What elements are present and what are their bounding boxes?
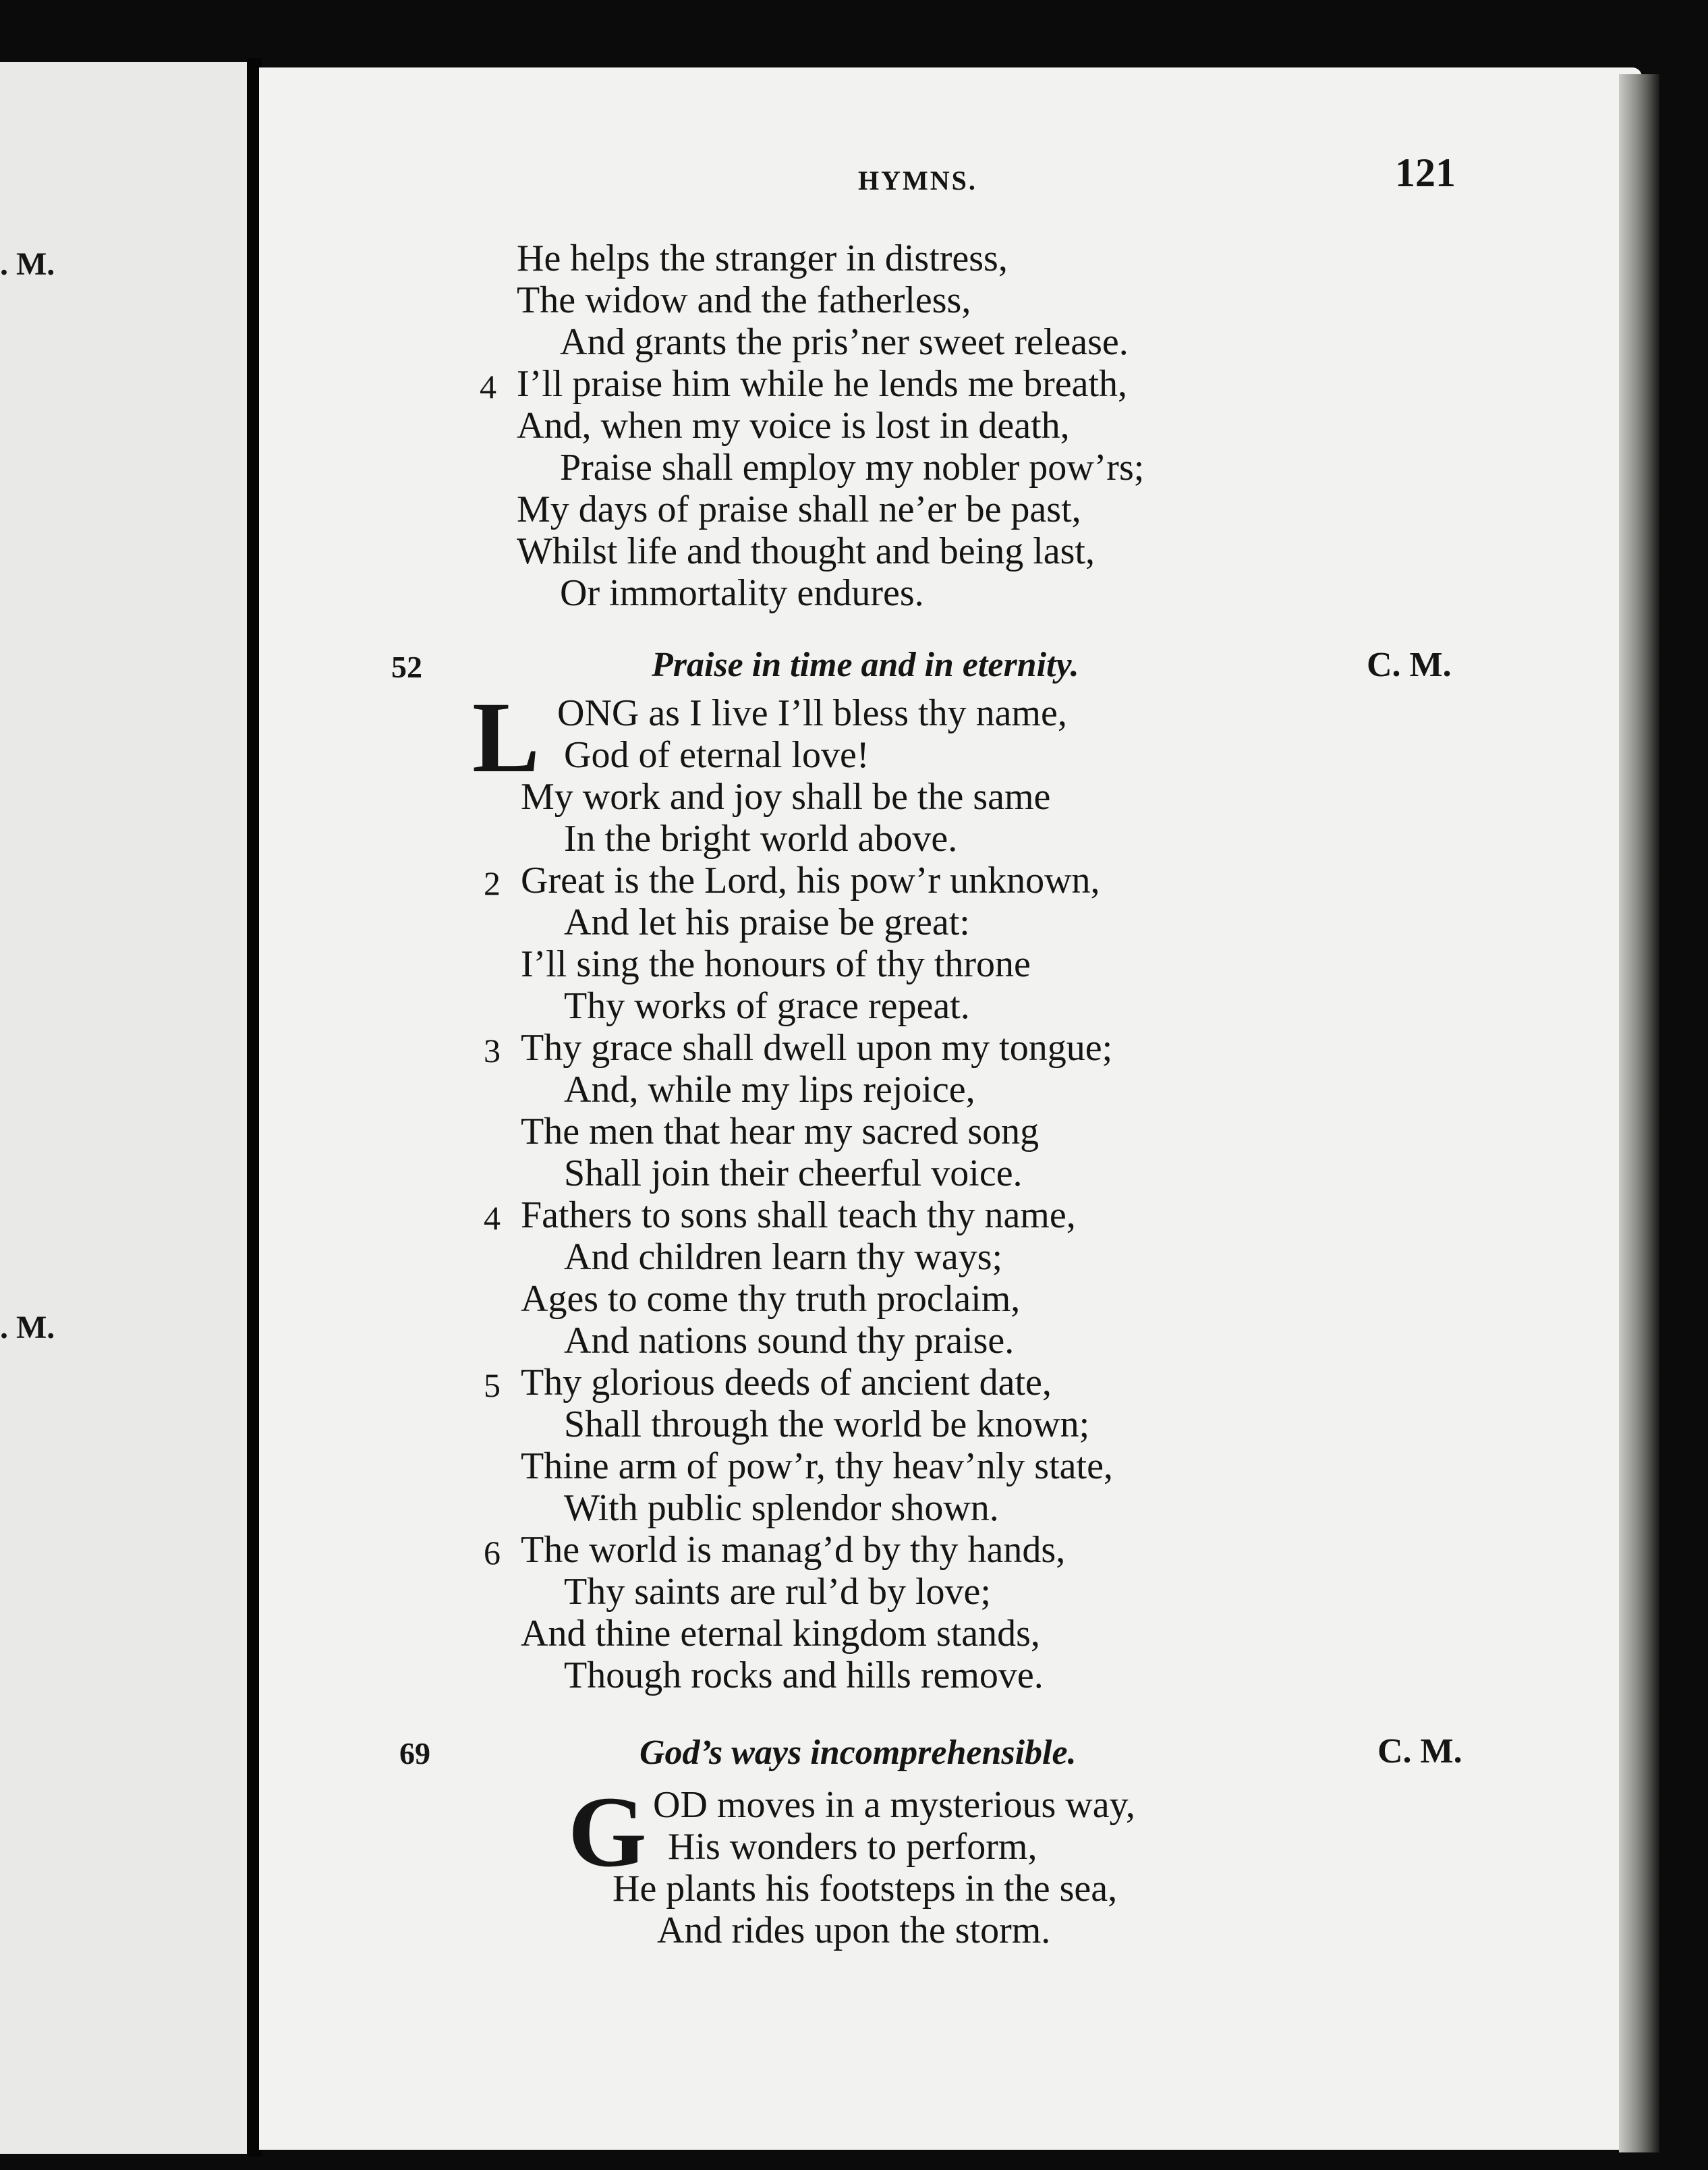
verse-line: And, when my voice is lost in death, (517, 405, 1070, 447)
verse-number: 2 (484, 864, 501, 902)
verse-line: With public splendor shown. (564, 1487, 999, 1529)
left-meter-label-1: . M. (0, 246, 55, 282)
verse-line: Thine arm of pow’r, thy heav’nly state, (521, 1445, 1113, 1487)
verse-line: And let his praise be great: (564, 901, 970, 943)
hymn-number: 52 (391, 650, 422, 684)
verse-line: I’ll sing the honours of thy throne (521, 943, 1031, 985)
hymn-meter: C. M. (1377, 1732, 1462, 1771)
verse-line: And nations sound thy praise. (564, 1320, 1015, 1362)
verse-line: Thy grace shall dwell upon my tongue; (521, 1027, 1113, 1069)
verse-line: Praise shall employ my nobler pow’rs; (560, 447, 1145, 489)
drop-cap: G (568, 1776, 647, 1888)
verse-line: I’ll praise him while he lends me breath, (517, 363, 1128, 405)
verse-line: Shall through the world be known; (564, 1403, 1090, 1445)
page-edge (1619, 74, 1659, 2152)
verse-line: Fathers to sons shall teach thy name, (521, 1194, 1076, 1236)
verse-line: In the bright world above. (564, 818, 958, 860)
verse-line: Great is the Lord, his pow’r unknown, (521, 860, 1100, 901)
verse-line: God of eternal love! (564, 734, 870, 776)
running-head: HYMNS. (858, 165, 977, 196)
verse-line: His wonders to perform, (668, 1826, 1037, 1868)
verse-line: And, while my lips rejoice, (564, 1069, 975, 1111)
hymn-title: Praise in time and in eternity. (652, 646, 1079, 684)
verse-line: Though rocks and hills remove. (564, 1654, 1044, 1696)
verse-line: ONG as I live I’ll bless thy name, (557, 692, 1067, 734)
left-meter-label-2: . M. (0, 1310, 55, 1345)
verse-line: My days of praise shall ne’er be past, (517, 489, 1081, 530)
verse-line: Shall join their cheerful voice. (564, 1152, 1023, 1194)
verse-line: The widow and the fatherless, (517, 279, 971, 321)
verse-line: Ages to come thy truth proclaim, (521, 1278, 1021, 1320)
verse-line: OD moves in a mysterious way, (653, 1784, 1135, 1826)
verse-line: My work and joy shall be the same (521, 776, 1051, 818)
verse-line: And thine eternal kingdom stands, (521, 1613, 1040, 1654)
left-page (0, 62, 255, 2154)
verse-number: 5 (484, 1366, 501, 1404)
hymn-title: God’s ways incomprehensible. (639, 1733, 1077, 1772)
verse-number: 6 (484, 1534, 501, 1571)
verse-number: 3 (484, 1032, 501, 1069)
verse-line: And rides upon the storm. (657, 1910, 1051, 1951)
verse-line: Thy saints are rul’d by love; (564, 1571, 991, 1613)
verse-line: Whilst life and thought and being last, (517, 530, 1095, 572)
verse-number: 4 (480, 368, 496, 406)
verse-line: He plants his footsteps in the sea, (613, 1868, 1118, 1910)
verse-line: And grants the pris’ner sweet release. (560, 321, 1129, 363)
page-number: 121 (1395, 150, 1456, 195)
verse-line: The world is manag’d by thy hands, (521, 1529, 1066, 1571)
verse-line: He helps the stranger in distress, (517, 238, 1008, 279)
verse-line: Thy works of grace repeat. (564, 985, 970, 1027)
verse-line: Thy glorious deeds of ancient date, (521, 1362, 1052, 1403)
hymn-meter: C. M. (1367, 646, 1452, 684)
verse-line: The men that hear my sacred song (521, 1111, 1040, 1152)
hymn-number: 69 (399, 1736, 430, 1771)
drop-cap: L (472, 681, 540, 794)
verse-line: Or immortality endures. (560, 572, 924, 614)
verse-line: And children learn thy ways; (564, 1236, 1003, 1278)
verse-number: 4 (484, 1199, 501, 1237)
